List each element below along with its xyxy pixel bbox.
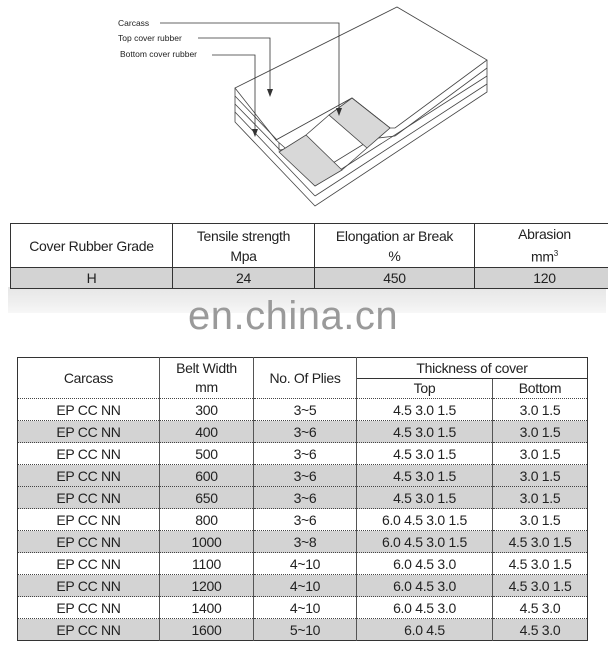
header-bottom: Bottom	[493, 379, 588, 399]
cell-plies: 3~6	[254, 465, 357, 487]
cell-carcass: EP CC NN	[18, 619, 160, 641]
cell-plies: 3~6	[254, 509, 357, 531]
cell-belt-width: 650	[160, 487, 254, 509]
conveyor-belt-diagram	[90, 0, 510, 210]
cell-top-thickness: 4.5 3.0 1.5	[357, 443, 493, 465]
header-tensile-strength: Tensile strength Mpa	[173, 224, 315, 268]
cell-top-thickness: 6.0 4.5	[357, 619, 493, 641]
cell-belt-width: 1600	[160, 619, 254, 641]
cell-abrasion: 120	[475, 268, 608, 289]
table-row	[18, 421, 588, 443]
cell-bottom-thickness: 4.5 3.0	[493, 597, 588, 619]
cell-belt-width: 800	[160, 509, 254, 531]
cell-plies: 3~6	[254, 443, 357, 465]
cell-bottom-thickness: 3.0 1.5	[493, 487, 588, 509]
cell-bottom-thickness: 4.5 3.0 1.5	[493, 553, 588, 575]
header-thickness-of-cover: Thickness of cover	[357, 358, 588, 379]
cell-grade: H	[11, 268, 173, 289]
cell-bottom-thickness: 3.0 1.5	[493, 421, 588, 443]
table-row	[18, 487, 588, 509]
cell-belt-width: 1200	[160, 575, 254, 597]
cell-carcass: EP CC NN	[18, 465, 160, 487]
cell-plies: 4~10	[254, 575, 357, 597]
cell-elongation: 450	[315, 268, 475, 289]
cell-top-thickness: 4.5 3.0 1.5	[357, 487, 493, 509]
header-abrasion: Abrasion $mm^3$	[475, 224, 608, 268]
cell-bottom-thickness: 3.0 1.5	[493, 465, 588, 487]
top-cover-rubber-label: Top cover rubber	[118, 33, 182, 43]
cell-plies: 3~5	[254, 399, 357, 421]
header-top: Top	[357, 379, 493, 399]
grade-row	[11, 268, 608, 289]
cell-top-thickness: 4.5 3.0 1.5	[357, 421, 493, 443]
watermark: en.china.cn	[188, 294, 399, 338]
header-plies: No. Of Plies	[254, 358, 357, 399]
cell-tensile: 24	[173, 268, 315, 289]
cell-carcass: EP CC NN	[18, 553, 160, 575]
table-row	[18, 465, 588, 487]
cover-rubber-grade-table	[10, 223, 608, 289]
table-row	[18, 399, 588, 421]
carcass-header-row	[18, 358, 588, 379]
carcass-spec-table	[17, 357, 588, 641]
cell-carcass: EP CC NN	[18, 487, 160, 509]
cell-bottom-thickness: 3.0 1.5	[493, 399, 588, 421]
header-cover-rubber-grade: Cover Rubber Grade	[11, 224, 173, 268]
cell-plies: 5~10	[254, 619, 357, 641]
cell-belt-width: 400	[160, 421, 254, 443]
cell-bottom-thickness: 4.5 3.0 1.5	[493, 575, 588, 597]
table-row	[18, 509, 588, 531]
cell-belt-width: 600	[160, 465, 254, 487]
cell-top-thickness: 6.0 4.5 3.0 1.5	[357, 531, 493, 553]
table-row	[18, 531, 588, 553]
cell-plies: 3~6	[254, 487, 357, 509]
bottom-cover-rubber-label: Bottom cover rubber	[120, 49, 198, 59]
cell-plies: 3~6	[254, 421, 357, 443]
table-row	[18, 443, 588, 465]
cell-bottom-thickness: 3.0 1.5	[493, 443, 588, 465]
cell-belt-width: 1100	[160, 553, 254, 575]
cell-bottom-thickness: 4.5 3.0 1.5	[493, 531, 588, 553]
cell-top-thickness: 6.0 4.5 3.0	[357, 575, 493, 597]
cell-bottom-thickness: 3.0 1.5	[493, 509, 588, 531]
cell-top-thickness: 6.0 4.5 3.0 1.5	[357, 509, 493, 531]
cell-carcass: EP CC NN	[18, 443, 160, 465]
cell-carcass: EP CC NN	[18, 597, 160, 619]
carcass-table-body	[18, 399, 588, 641]
cell-top-thickness: 4.5 3.0 1.5	[357, 465, 493, 487]
belt-layers-illustration	[90, 0, 510, 210]
cell-belt-width: 1400	[160, 597, 254, 619]
cell-top-thickness: 4.5 3.0 1.5	[357, 399, 493, 421]
cell-carcass: EP CC NN	[18, 531, 160, 553]
grade-header-row	[11, 224, 608, 268]
table-row	[18, 575, 588, 597]
cell-carcass: EP CC NN	[18, 509, 160, 531]
cell-carcass: EP CC NN	[18, 575, 160, 597]
cell-bottom-thickness: 4.5 3.0	[493, 619, 588, 641]
table-row	[18, 597, 588, 619]
cell-top-thickness: 6.0 4.5 3.0	[357, 597, 493, 619]
cell-carcass: EP CC NN	[18, 421, 160, 443]
cell-plies: 4~10	[254, 553, 357, 575]
table-row	[18, 619, 588, 641]
cell-belt-width: 500	[160, 443, 254, 465]
cell-belt-width: 1000	[160, 531, 254, 553]
header-elongation: Elongation ar Break %	[315, 224, 475, 268]
table-row	[18, 553, 588, 575]
header-carcass: Carcass	[18, 358, 160, 399]
cell-belt-width: 300	[160, 399, 254, 421]
cell-plies: 3~8	[254, 531, 357, 553]
header-belt-width: Belt Width mm	[160, 358, 254, 399]
cell-top-thickness: 6.0 4.5 3.0	[357, 553, 493, 575]
carcass-label: Carcass	[118, 18, 150, 28]
cell-plies: 4~10	[254, 597, 357, 619]
cell-carcass: EP CC NN	[18, 399, 160, 421]
